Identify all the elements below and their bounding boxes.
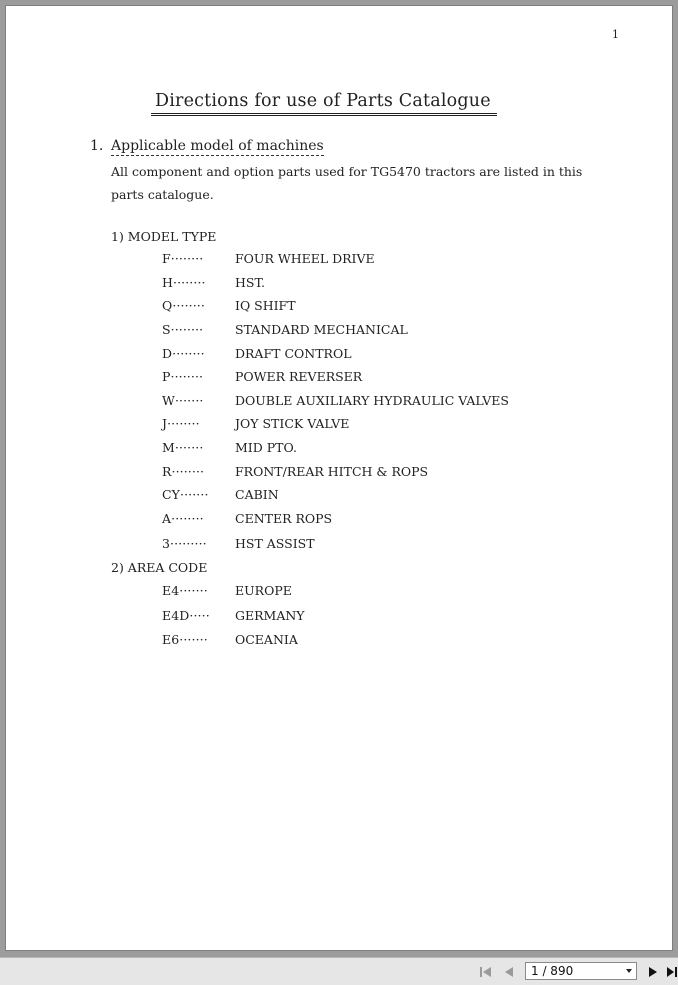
- model-code: H········: [162, 275, 206, 290]
- area-description: OCEANIA: [235, 632, 298, 647]
- model-description: STANDARD MECHANICAL: [235, 322, 408, 337]
- model-description: FRONT/REAR HITCH & ROPS: [235, 464, 429, 479]
- model-description: POWER REVERSER: [235, 369, 363, 384]
- model-description: MID PTO.: [235, 440, 297, 455]
- area-code: E4·······: [162, 583, 208, 598]
- model-code: S········: [162, 322, 204, 337]
- model-description: IQ SHIFT: [235, 298, 296, 313]
- page-indicator: 1 / 890: [531, 964, 574, 978]
- model-description: CABIN: [235, 487, 279, 502]
- chevron-down-icon: [626, 969, 632, 973]
- area-code-heading: 2) AREA CODE: [111, 560, 208, 575]
- model-code: A········: [162, 511, 204, 526]
- area-code: E6·······: [162, 632, 208, 647]
- model-code: J········: [162, 416, 200, 431]
- model-code: P········: [162, 369, 204, 384]
- model-description: FOUR WHEEL DRIVE: [235, 251, 375, 266]
- area-description: GERMANY: [235, 608, 305, 623]
- model-description: DRAFT CONTROL: [235, 346, 352, 361]
- model-code: W·······: [162, 393, 204, 408]
- page-title: Directions for use of Parts Catalogue: [151, 89, 497, 116]
- next-page-icon[interactable]: [646, 964, 660, 978]
- area-code: E4D·····: [162, 608, 210, 623]
- intro-text-line-1: All component and option parts used for TG5470 tractors are listed in this: [111, 164, 583, 179]
- model-code: D········: [162, 346, 205, 361]
- model-description: CENTER ROPS: [235, 511, 333, 526]
- model-code: M·······: [162, 440, 204, 455]
- model-description: HST ASSIST: [235, 536, 315, 551]
- model-description: JOY STICK VALVE: [235, 416, 350, 431]
- page-selector[interactable]: [525, 962, 637, 980]
- intro-text-line-2: parts catalogue.: [111, 187, 214, 202]
- viewer-toolbar: [0, 957, 678, 985]
- model-description: DOUBLE AUXILIARY HYDRAULIC VALVES: [235, 393, 509, 408]
- model-code: Q········: [162, 298, 205, 313]
- page-number: 1: [612, 28, 619, 41]
- model-code: R········: [162, 464, 205, 479]
- document-page: [5, 5, 673, 951]
- model-code: 3·········: [162, 536, 207, 551]
- model-code: F········: [162, 251, 204, 266]
- model-code: CY·······: [162, 487, 209, 502]
- section-heading: Applicable model of machines: [111, 138, 324, 154]
- last-page-icon[interactable]: [666, 964, 678, 978]
- area-description: EUROPE: [235, 583, 292, 598]
- previous-page-icon[interactable]: [502, 964, 516, 978]
- first-page-icon[interactable]: [479, 964, 493, 978]
- section-number: 1.: [90, 138, 104, 154]
- model-type-heading: 1) MODEL TYPE: [111, 229, 217, 244]
- model-description: HST.: [235, 275, 265, 290]
